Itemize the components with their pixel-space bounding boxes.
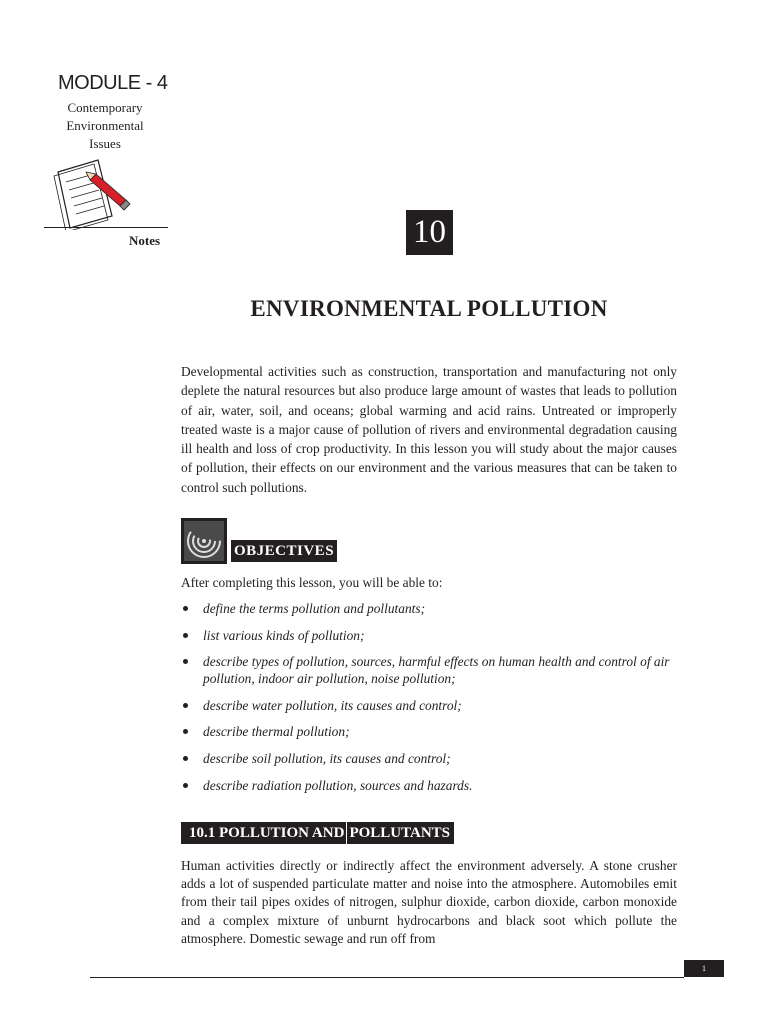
objective-text: describe soil pollution, its causes and control;	[203, 750, 451, 766]
list-item	[181, 723, 681, 740]
module-subtitle	[50, 99, 160, 153]
bullet-icon	[183, 756, 188, 761]
intro-paragraph: Developmental activities such as construction, transportation and manufacturing not only deplete the natural resources but also produce large amount of wastes that leads to pollution of air, water, soil, and oceans; global warming and acid rains. Untreated or improperly treated waste is a major cause of pollution of rivers and environmental degradation causing ill health and loss of crop productivity. In this lesson you will study about the major causes of pollution, their effects on our environment and the various measures that can be taken to control such pollutions.	[181, 364, 677, 495]
bullet-icon	[183, 729, 188, 734]
notes-label: Notes	[129, 233, 161, 248]
objective-text: describe types of pollution, sources, harmful effects on human health and control of air pollution, indoor air pollution, noise pollution;	[203, 654, 670, 687]
bullet-icon	[183, 783, 188, 788]
bullet-icon	[183, 703, 188, 708]
section-heading	[181, 822, 454, 844]
notes-divider	[44, 227, 168, 228]
target-icon	[181, 518, 227, 564]
objective-text: describe thermal pollution;	[203, 724, 350, 740]
objectives-heading: OBJECTIVES	[231, 540, 337, 562]
section-heading-part: 10.1 POLLUTION AND	[189, 825, 345, 841]
module-title: MODULE - 4	[58, 72, 168, 94]
section-paragraph: Human activities directly or indirectly affect the environment adversely. A stone crusher adds a lot of suspended particulate matter and noise into the atmosphere. Automobiles emit from their tail pipes oxides of nitrogen, sulphur dioxide, carbon dioxide, carbon monoxide and a complex mixture of unburnt hydrocarbons and black soot which pollute the atmosphere. Domestic sewage and run off from	[181, 858, 677, 946]
bullet-icon	[183, 633, 188, 638]
list-item	[181, 750, 681, 767]
chapter-number: 10	[406, 210, 453, 255]
bullet-icon	[183, 659, 188, 664]
page-number: 1	[684, 960, 724, 977]
list-item	[181, 627, 681, 644]
objective-text: list various kinds of pollution;	[203, 627, 365, 643]
chapter-title: ENVIRONMENTAL POLLUTION	[250, 296, 608, 321]
module-subtitle-line: Issues	[89, 136, 121, 151]
list-item	[181, 653, 681, 687]
objective-text: describe radiation pollution, sources and hazards.	[203, 777, 473, 793]
module-subtitle-line: Contemporary	[67, 100, 143, 115]
list-item	[181, 600, 681, 617]
objective-text: describe water pollution, its causes and control;	[203, 697, 462, 713]
heading-separator	[346, 822, 347, 844]
objective-text: define the terms pollution and pollutants;	[203, 601, 426, 616]
section-heading-part: POLLUTANTS	[349, 825, 451, 841]
notes-pencil-icon	[50, 158, 140, 230]
footer-divider	[90, 977, 684, 978]
objectives-list	[181, 600, 681, 803]
list-item	[181, 697, 681, 714]
list-item	[181, 777, 681, 794]
module-subtitle-line: Environmental	[66, 118, 144, 133]
objectives-intro: After completing this lesson, you will be able to:	[181, 575, 443, 590]
bullet-icon	[183, 606, 188, 611]
